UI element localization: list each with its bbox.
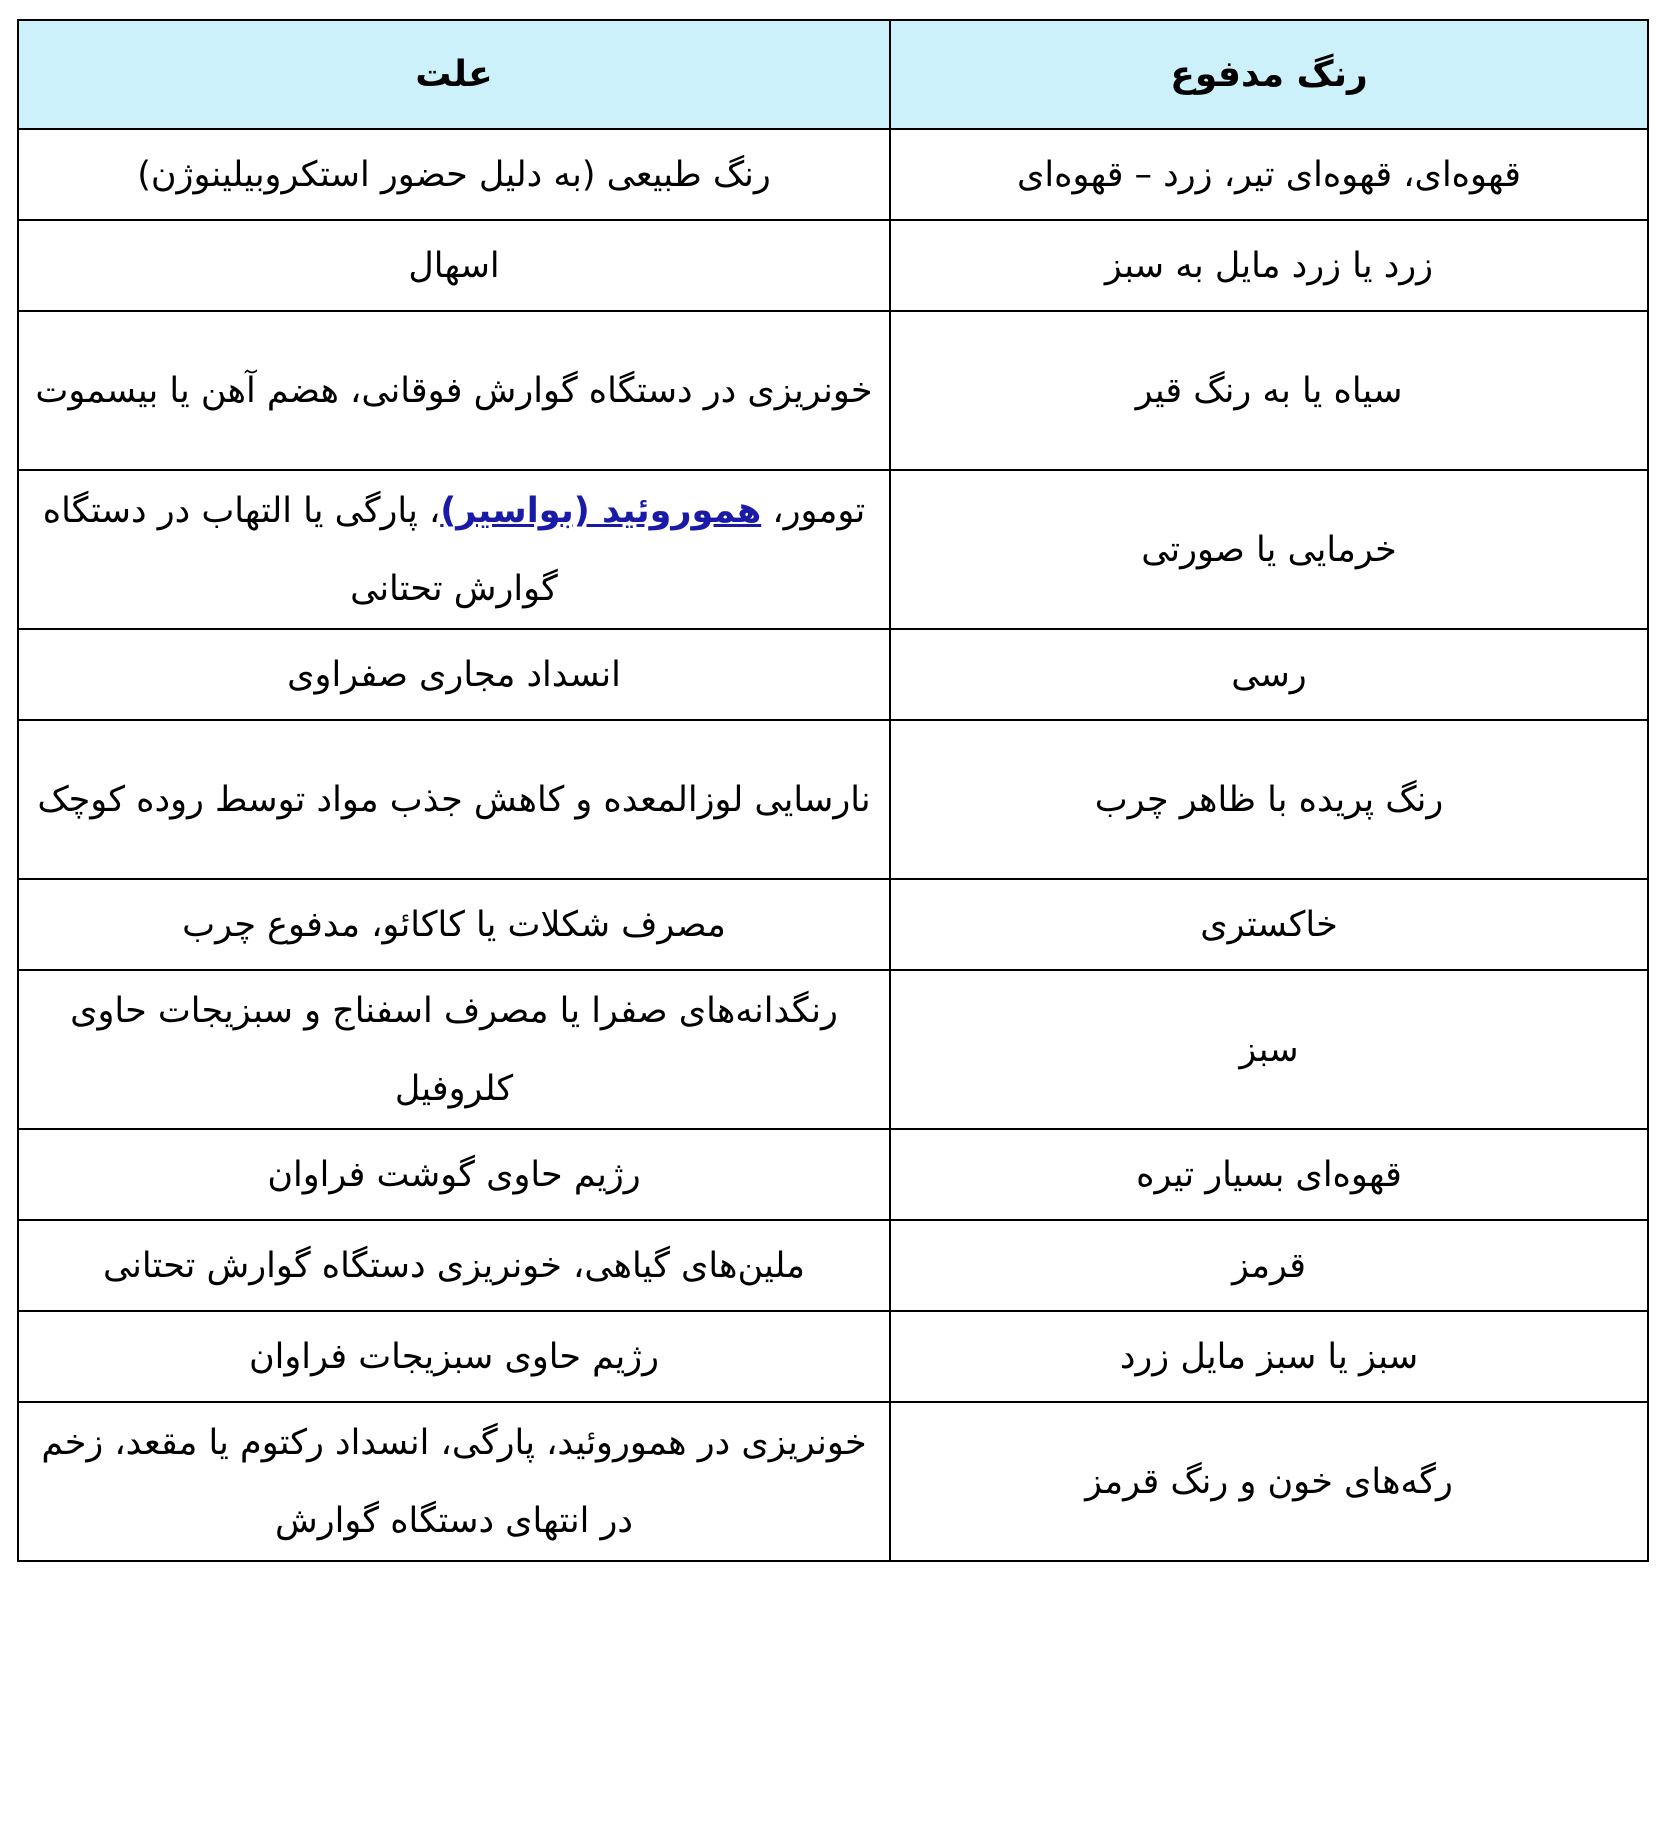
hemorrhoid-link[interactable]: هموروئید (بواسیر): [440, 490, 762, 531]
color-cell: زرد یا زرد مایل به سبز: [890, 220, 1648, 311]
cause-cell: خونریزی در هموروئید، پارگی، انسداد رکتوم یا مقعد، زخم در انتهای دستگاه گوارش: [18, 1402, 890, 1561]
cause-text-post: ، پارگی یا التهاب در دستگاه گوارش تحتانی: [42, 490, 558, 609]
table-row: [18, 1402, 1648, 1561]
table-row: [18, 129, 1648, 220]
cause-cell: ملین‌های گیاهی، خونریزی دستگاه گوارش تحتانی: [18, 1220, 890, 1311]
color-cell: رسی: [890, 629, 1648, 720]
cause-cell: اسهال: [18, 220, 890, 311]
cause-cell: مصرف شکلات یا کاکائو، مدفوع چرب: [18, 879, 890, 970]
cause-cell: رنگ طبیعی (به دلیل حضور استکروبیلینوژن): [18, 129, 890, 220]
table-row: [18, 970, 1648, 1129]
color-cell: قرمز: [890, 1220, 1648, 1311]
cause-cell: رژیم حاوی سبزیجات فراوان: [18, 1311, 890, 1402]
color-cell: خاکستری: [890, 879, 1648, 970]
color-cell: سبز: [890, 970, 1648, 1129]
table-row: [18, 629, 1648, 720]
color-cell: رگه‌های خون و رنگ قرمز: [890, 1402, 1648, 1561]
table-row: [18, 1129, 1648, 1220]
cause-text-pre: تومور،: [761, 490, 866, 531]
color-cell: رنگ پریده با ظاهر چرب: [890, 720, 1648, 879]
cause-cell: رژیم حاوی گوشت فراوان: [18, 1129, 890, 1220]
table-header-row: [18, 20, 1648, 129]
table-row: [18, 311, 1648, 470]
table-row: [18, 720, 1648, 879]
header-cause: علت: [18, 20, 890, 129]
table-row: [18, 1220, 1648, 1311]
header-stool-color: رنگ مدفوع: [890, 20, 1648, 129]
color-cell: سیاه یا به رنگ قیر: [890, 311, 1648, 470]
cause-cell: نارسایی لوزالمعده و کاهش جذب مواد توسط روده کوچک: [18, 720, 890, 879]
table-row: [18, 1311, 1648, 1402]
table-row: [18, 879, 1648, 970]
color-cell: قهوه‌ای، قهوه‌ای تیر، زرد – قهوه‌ای: [890, 129, 1648, 220]
color-cell: سبز یا سبز مایل زرد: [890, 1311, 1648, 1402]
cause-cell: خونریزی در دستگاه گوارش فوقانی، هضم آهن یا بیسموت: [18, 311, 890, 470]
cause-cell: [18, 470, 890, 629]
table-row: [18, 470, 1648, 629]
cause-cell: رنگدانه‌های صفرا یا مصرف اسفناج و سبزیجات حاوی کلروفیل: [18, 970, 890, 1129]
color-cell: خرمایی یا صورتی: [890, 470, 1648, 629]
stool-color-table-container: [17, 19, 1647, 1562]
stool-color-table: [17, 19, 1649, 1562]
table-row: [18, 220, 1648, 311]
cause-cell: انسداد مجاری صفراوی: [18, 629, 890, 720]
color-cell: قهوه‌ای بسیار تیره: [890, 1129, 1648, 1220]
